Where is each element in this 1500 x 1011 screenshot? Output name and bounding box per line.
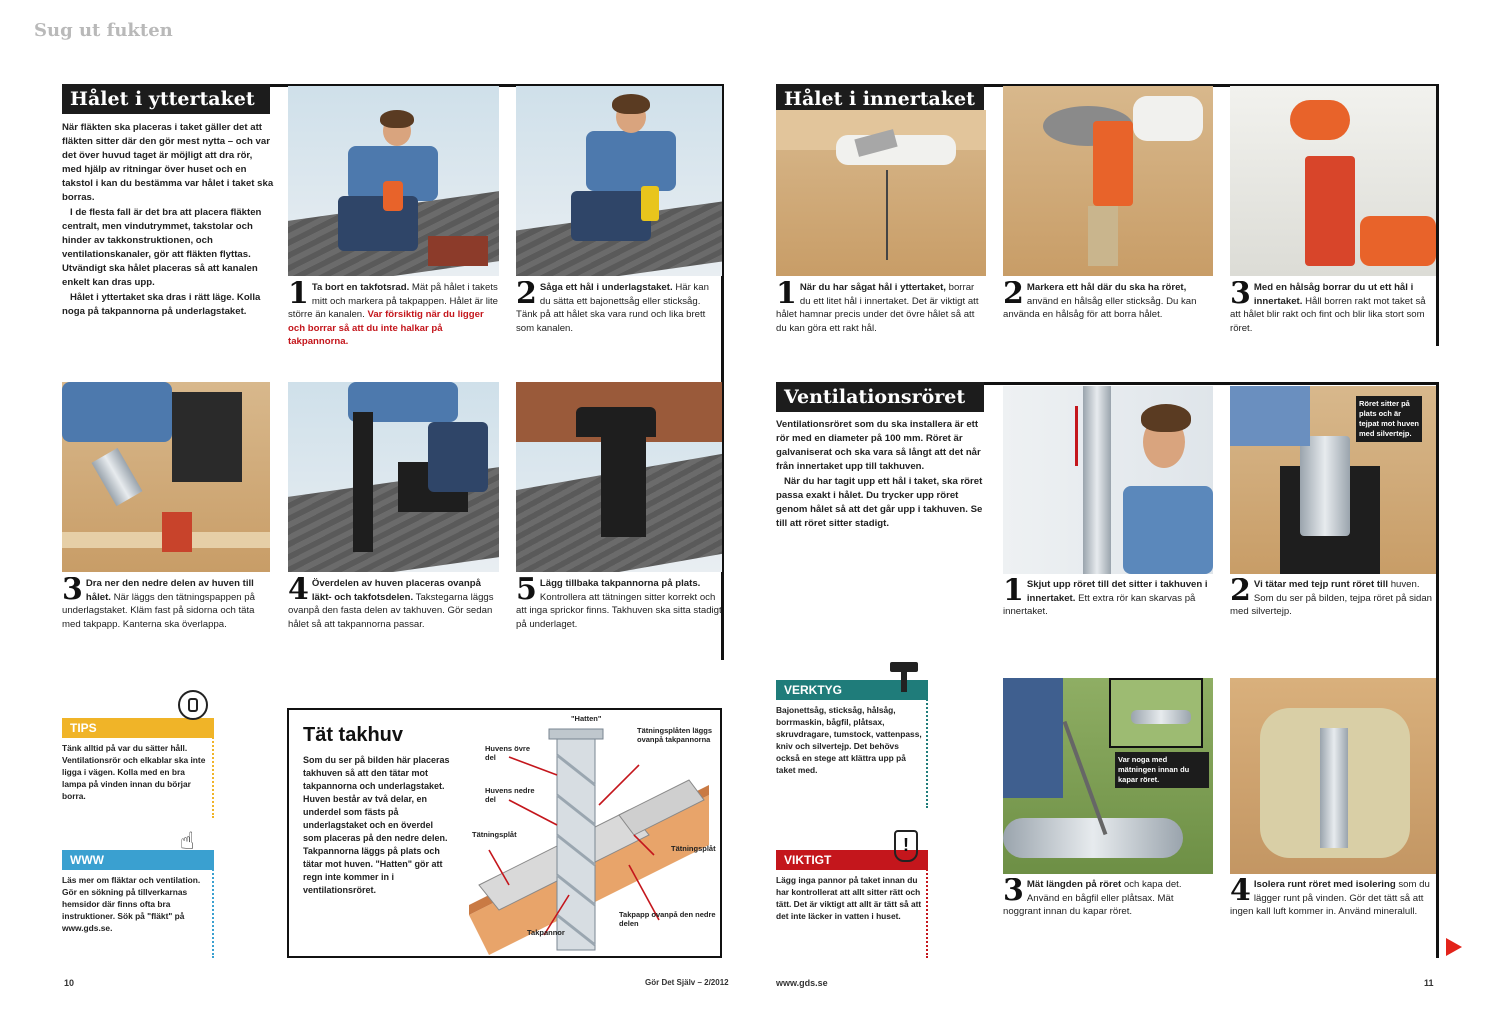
footer-magazine: Gör Det Själv – 2/2012	[645, 978, 729, 987]
photo-hood-in-place	[516, 382, 722, 572]
step-text: borrar du ett litet hål i innertaket. Det är viktigt att hålet hamnar precis under det övre hålet så att du kan göra ett rakt hål.	[776, 282, 979, 334]
step-innertak-2	[1003, 281, 1213, 351]
viktigt-dotted-border	[926, 850, 928, 958]
photo-drill-pilot-hole	[776, 110, 986, 276]
step-number: 3	[1230, 281, 1251, 311]
right-right-rule	[1436, 84, 1439, 346]
callout-hatten: "Hatten"	[571, 714, 602, 723]
step-yttertak-1	[288, 281, 499, 361]
section-title-innertak: Hålet i innertaket	[776, 84, 984, 114]
www-label: WWW	[62, 850, 214, 870]
step-text: som du lägger runt på vinden. Gör det tätt så att ingen kall luft kommer in. Använd mineralull.	[1230, 879, 1430, 917]
step-lead: Lägg tillbaka takpannorna på plats.	[539, 578, 701, 589]
step-innertak-1	[776, 281, 986, 351]
callout-tatningsplat-ovanpa: Tätningsplåten läggs ovanpå takpannorna	[637, 726, 713, 744]
step-number: 2	[1003, 281, 1024, 311]
step-number: 1	[1003, 578, 1024, 608]
lightbulb-icon	[178, 690, 208, 720]
verktyg-text: Bajonettsåg, sticksåg, hålsåg, borrmaskin, bågfil, plåtsax, skruvdragare, tumstock, vattenpass, kniv och silvertejp. Det behövs också en stege att klättra upp på taket med.	[776, 705, 922, 775]
takhuv-diagram-box	[287, 708, 722, 958]
tips-dotted-border	[212, 718, 214, 818]
step-number: 4	[1230, 878, 1251, 908]
section-title-ventilationsror: Ventilationsröret	[776, 382, 984, 412]
verktyg-dotted-border	[926, 680, 928, 808]
step-lead: Ta bort en takfotsrad.	[311, 282, 410, 293]
step-number: 1	[288, 281, 309, 311]
step-yttertak-2	[516, 281, 722, 361]
callout-tatplat-right: Tätningsplåt	[671, 844, 716, 853]
footer-page-right: 11	[1424, 978, 1434, 988]
callout-nedre-del: Huvens nedre del	[485, 786, 535, 804]
photo-drilling-roof	[288, 86, 499, 276]
footer-page-left: 10	[64, 978, 75, 988]
step-number: 2	[1230, 578, 1251, 608]
callout-takpapp: Takpapp ovanpå den nedre delen	[619, 910, 716, 928]
intro-paragraph: I de flesta fall är det bra att placera fläkten centralt, men vindutrymmet, takstolar och hinder av takkonstruktionen, och ventilationskanaler, gör att fläkten flyttas. Utvändigt ska hålet placeras så att kanalen enkelt kan dras upp.	[62, 207, 262, 288]
photo-cutting-pipe	[1003, 678, 1213, 874]
step-text: huven. Som du ser på bilden, tejpa röret på sidan med silvertejp.	[1230, 579, 1433, 617]
step-vent-2	[1230, 578, 1436, 638]
callout-tatningsplat: Tätningsplåt	[472, 830, 517, 839]
viktigt-text: Lägg inga pannor på taket innan du har kontrollerat att allt sitter rätt och tätt. Det är viktigt att allt är tätt så att det inte läcker in vatten i huset.	[776, 875, 922, 921]
viktigt-label: VIKTIGT	[776, 850, 928, 870]
step-text: När läggs den tätningspappen på underlagstaket. Kläm fast på sidorna och täta med takpapp. Kanterna ska överlappa.	[62, 591, 255, 630]
vent-right-rule	[1436, 382, 1439, 958]
step-lead: Överdelen av huven placeras ovanpå läkt- och takfotsdelen.	[311, 578, 481, 603]
step-yttertak-4	[288, 577, 499, 667]
tips-text: Tänk alltid på var du sätter håll. Ventilationsrör och elkablar ska inte ligga i vägen. Kolla med en bra lampa på vinden innan du börjar borra.	[62, 743, 206, 801]
tips-label: TIPS	[62, 718, 214, 738]
photo-hood-lower-part	[62, 382, 270, 572]
step-lead: Isolera runt röret med isolering	[1253, 879, 1396, 890]
running-head: Sug ut fukten	[34, 20, 173, 41]
step-lead: Dra ner den nedre delen av huven till hålet.	[85, 578, 254, 603]
exclamation-icon: !	[894, 830, 918, 862]
step-text: Mät på hålet i takets mitt och markera på takpappen. Hålet är lite större än kanalen.	[288, 282, 498, 320]
step-lead: Såga ett hål i underlagstaket.	[539, 282, 673, 293]
photo-callout: Röret sitter på plats och är tejpat mot huven med silvertejp.	[1356, 396, 1422, 442]
next-page-arrow-icon	[1446, 938, 1462, 956]
intro-paragraph: Ventilationsröret som du ska installera är ett rör med en diameter på 100 mm. Röret är galvaniserat och ska vara så långt att det når från innertaket upp till takhuven.	[776, 419, 981, 472]
step-lead: När du har sågat hål i yttertaket,	[799, 282, 946, 293]
grass-callout: Var noga med mätningen innan du kapar röret.	[1115, 752, 1209, 788]
step-number: 3	[1003, 878, 1024, 908]
step-number: 2	[516, 281, 537, 311]
intro-paragraph: Hålet i yttertaket ska dras i rätt läge. Kolla noga på takpannorna på underlagstaket.	[62, 292, 261, 317]
photo-man-holding-pipe	[1003, 386, 1213, 574]
callout-takpannor: Takpannor	[527, 928, 565, 937]
photo-insulation-around-pipe	[1230, 678, 1436, 874]
step-text: och kapa det. Använd en bågfil eller plåtsax. Mät noggrant innan du kapar röret.	[1003, 879, 1182, 917]
step-lead: Skjut upp röret till det sitter i takhuven i innertaket.	[1026, 579, 1208, 604]
section-title-yttertak: Hålet i yttertaket	[62, 84, 270, 114]
step-innertak-3	[1230, 281, 1436, 351]
pointer-hand-icon: ☝	[180, 828, 195, 855]
www-text: Läs mer om fläktar och ventilation. Gör en sökning på tillverkarnas hemsidor där finns ofta bra instruktioner. Sök på "fläkt" på www.gds.se.	[62, 875, 201, 933]
step-warning: Var försiktig när du ligger och borrar så att du inte halkar på takpannorna.	[288, 309, 484, 347]
www-dotted-border	[212, 850, 214, 958]
photo-sawing-roof	[516, 86, 722, 276]
step-number: 3	[62, 577, 83, 607]
takhuv-title: Tät takhuv	[303, 724, 404, 746]
takhuv-text: Som du ser på bilden här placeras takhuven så att den tätar mot takpannorna och underlagstaket. Huven består av två delar, en underdel som fästs på underlagstaket och en överdel som placeras på den nedre delen. Takpannorna läggs på plats och tätar mot huven. "Hatten" gör att regn inte kommer in i ventilationsröret.	[303, 755, 450, 895]
step-text: Kontrollera att tätningen sitter korrekt och att inga sprickor finns. Takhuven ska sitta stadigt på underlaget.	[516, 591, 722, 630]
step-text: Ett extra rör kan skarvas på innertaket.	[1003, 592, 1196, 617]
step-text: Håll borren rakt mot taket så att hålet blir rakt och fint och blir lika stort som röret.	[1230, 295, 1426, 334]
step-lead: Mät längden på röret	[1026, 879, 1122, 890]
intro-paragraph: När fläkten ska placeras i taket gäller det att fläkten sitter där den gör mest nytta – och var det över huvud taget är möjligt att dra rör, med hjälp av ritningar över huset och en takstol i kan du bestämma var hålet i taket ska borras.	[62, 122, 274, 203]
intro-text-vent	[776, 418, 986, 608]
footer-url: www.gds.se	[776, 978, 828, 988]
step-vent-1	[1003, 578, 1213, 638]
hammer-icon	[886, 660, 922, 692]
verktyg-label: VERKTYG	[776, 680, 928, 700]
step-number: 1	[776, 281, 797, 311]
intro-text-yttertak	[62, 121, 274, 371]
step-lead: Med en hålsåg borrar du ut ett hål i innertaket.	[1253, 282, 1414, 307]
photo-pipe-in-hood	[1230, 386, 1436, 574]
step-lead: Markera ett hål där du ska ha röret,	[1026, 282, 1187, 293]
step-lead: Vi tätar med tejp runt röret till	[1253, 579, 1389, 590]
step-yttertak-3	[62, 577, 270, 667]
step-number: 5	[516, 577, 537, 607]
step-vent-4	[1230, 878, 1436, 948]
step-text: Takstegarna läggs ovanpå den fasta delen av takhuven. Gör sedan hålet så att takpannorna passar.	[288, 591, 494, 630]
step-text: Här kan du sätta ett bajonettsåg eller sticksåg. Tänk på att hålet ska vara rund och lika brett som kanalen.	[516, 282, 709, 334]
step-text: använd en hålsåg eller sticksåg. Du kan använda en hålsåg för att borra hålet.	[1003, 295, 1197, 320]
callout-ovre-del: Huvens övre del	[485, 744, 531, 762]
step-number: 4	[288, 577, 309, 607]
photo-holesaw-ceiling	[1003, 86, 1213, 276]
photo-hood-upper-part	[288, 382, 499, 572]
step-vent-3	[1003, 878, 1213, 948]
photo-holesaw-inner-ceiling	[1230, 86, 1436, 276]
step-yttertak-5	[516, 577, 722, 667]
intro-paragraph: När du har tagit upp ett hål i taket, ska röret passa exakt i hålet. Du trycker upp röret genom hålet så att det går upp i takhuven. Se till att röret sitter stadigt.	[776, 476, 983, 529]
